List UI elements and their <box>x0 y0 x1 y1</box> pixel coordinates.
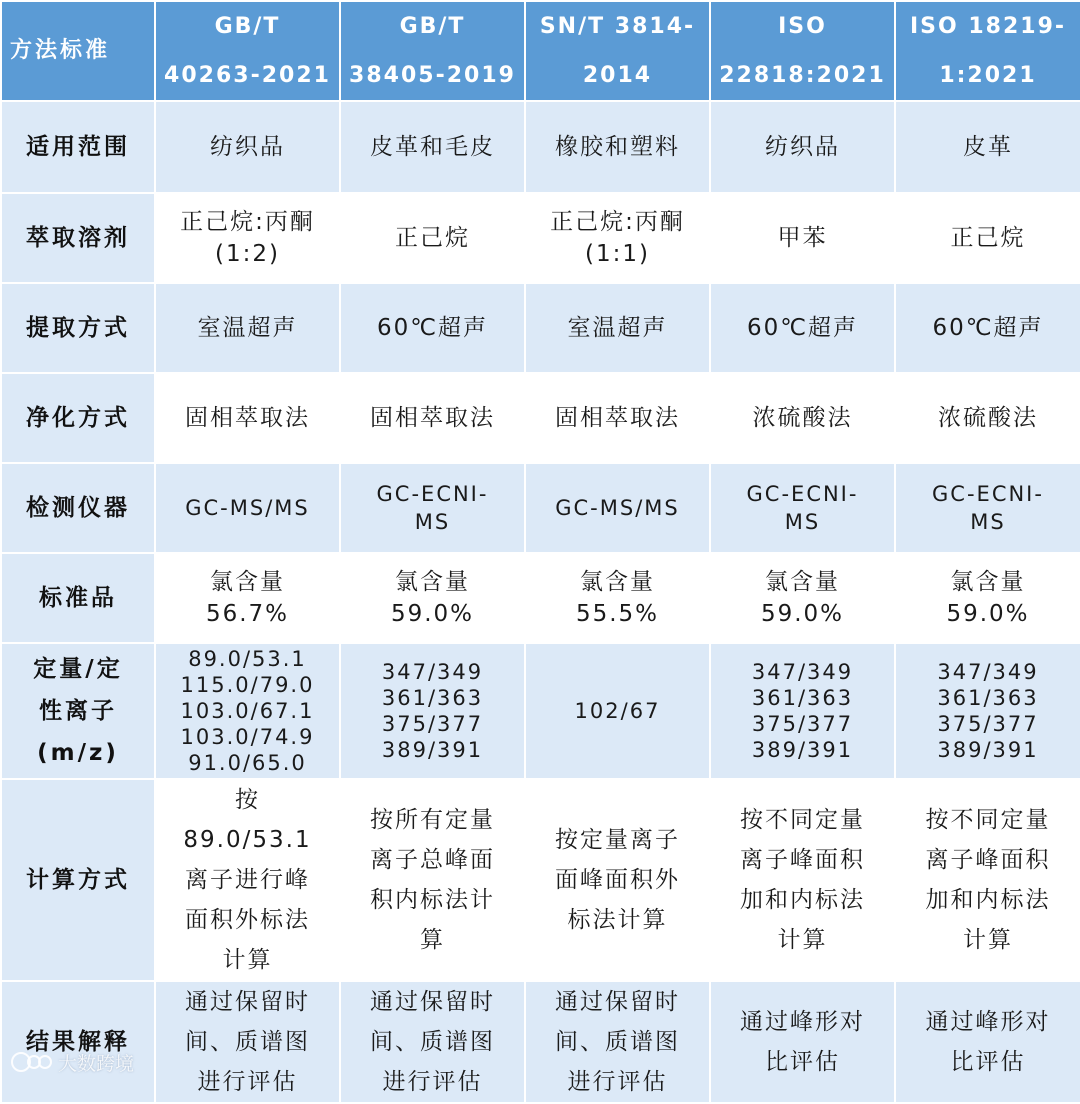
brand-logo-icon <box>10 1049 54 1075</box>
table-cell: GC-ECNI- MS <box>895 463 1080 553</box>
table-cell: 橡胶和塑料 <box>525 101 710 193</box>
table-cell: 纺织品 <box>710 101 895 193</box>
table-cell: GC-ECNI- MS <box>340 463 525 553</box>
table-cell: 89.0/53.1 115.0/79.0 103.0/67.1 103.0/74.9 91.0/65.0 <box>155 643 340 779</box>
table-cell: 60℃超声 <box>895 283 1080 373</box>
table-cell: 皮革和毛皮 <box>340 101 525 193</box>
table-cell: 60℃超声 <box>710 283 895 373</box>
table-cell: 按不同定量 离子峰面积 加和内标法 计算 <box>710 779 895 981</box>
table-cell: 正己烷:丙酮 (1:1) <box>525 193 710 283</box>
table-cell: 347/349 361/363 375/377 389/391 <box>710 643 895 779</box>
row-label: 定量/定 性离子 (m/z) <box>1 643 155 779</box>
table-cell: 氯含量 59.0% <box>340 553 525 643</box>
table-cell: 纺织品 <box>155 101 340 193</box>
table-cell: 正己烷:丙酮 (1:2) <box>155 193 340 283</box>
watermark-text: 大数跨境 <box>58 1052 135 1075</box>
table-cell: 正己烷 <box>340 193 525 283</box>
table-cell: 102/67 <box>525 643 710 779</box>
table-cell: 固相萃取法 <box>155 373 340 463</box>
table-cell: 氯含量 59.0% <box>710 553 895 643</box>
table-cell: 浓硫酸法 <box>710 373 895 463</box>
table-cell: 60℃超声 <box>340 283 525 373</box>
table-row <box>1 463 1080 553</box>
row-label: 净化方式 <box>1 373 155 463</box>
table-cell: GC-MS/MS <box>525 463 710 553</box>
header-column: GB/T 38405-2019 <box>340 1 525 101</box>
table-cell: 浓硫酸法 <box>895 373 1080 463</box>
table-cell: 氯含量 55.5% <box>525 553 710 643</box>
table-cell: GC-MS/MS <box>155 463 340 553</box>
table-row <box>1 101 1080 193</box>
table-row <box>1 779 1080 981</box>
row-label: 检测仪器 <box>1 463 155 553</box>
table-cell: 通过保留时 间、质谱图 进行评估 <box>155 981 340 1103</box>
row-label: 结果解释 <box>1 981 155 1103</box>
table-cell: 皮革 <box>895 101 1080 193</box>
table-cell: 通过峰形对 比评估 <box>710 981 895 1103</box>
table-cell: 正己烷 <box>895 193 1080 283</box>
table-row <box>1 373 1080 463</box>
header-column: ISO 18219- 1:2021 <box>895 1 1080 101</box>
row-label: 萃取溶剂 <box>1 193 155 283</box>
table-header-row <box>1 1 1080 101</box>
table-cell: 固相萃取法 <box>340 373 525 463</box>
header-column: SN/T 3814- 2014 <box>525 1 710 101</box>
header-corner-cell: 方法标准 <box>1 1 155 101</box>
row-label: 计算方式 <box>1 779 155 981</box>
table-cell: 通过保留时 间、质谱图 进行评估 <box>525 981 710 1103</box>
table-cell: 通过峰形对 比评估 <box>895 981 1080 1103</box>
watermark <box>10 1046 150 1078</box>
table-cell: 347/349 361/363 375/377 389/391 <box>895 643 1080 779</box>
table-cell: 室温超声 <box>525 283 710 373</box>
header-column: ISO 22818:2021 <box>710 1 895 101</box>
table-cell: 氯含量 56.7% <box>155 553 340 643</box>
table-cell: 按不同定量 离子峰面积 加和内标法 计算 <box>895 779 1080 981</box>
header-column: GB/T 40263-2021 <box>155 1 340 101</box>
table-cell: 甲苯 <box>710 193 895 283</box>
row-label: 提取方式 <box>1 283 155 373</box>
table-cell: 室温超声 <box>155 283 340 373</box>
table-cell: 通过保留时 间、质谱图 进行评估 <box>340 981 525 1103</box>
table-row <box>1 981 1080 1103</box>
table-row <box>1 553 1080 643</box>
row-label: 适用范围 <box>1 101 155 193</box>
table-cell: 按所有定量 离子总峰面 积内标法计 算 <box>340 779 525 981</box>
table-cell: 氯含量 59.0% <box>895 553 1080 643</box>
table-cell: 347/349 361/363 375/377 389/391 <box>340 643 525 779</box>
table-cell: GC-ECNI- MS <box>710 463 895 553</box>
row-label: 标准品 <box>1 553 155 643</box>
table-row <box>1 643 1080 779</box>
table-cell: 固相萃取法 <box>525 373 710 463</box>
table-cell: 按 89.0/53.1 离子进行峰 面积外标法 计算 <box>155 779 340 981</box>
table-row <box>1 283 1080 373</box>
table-cell: 按定量离子 面峰面积外 标法计算 <box>525 779 710 981</box>
table-row <box>1 193 1080 283</box>
